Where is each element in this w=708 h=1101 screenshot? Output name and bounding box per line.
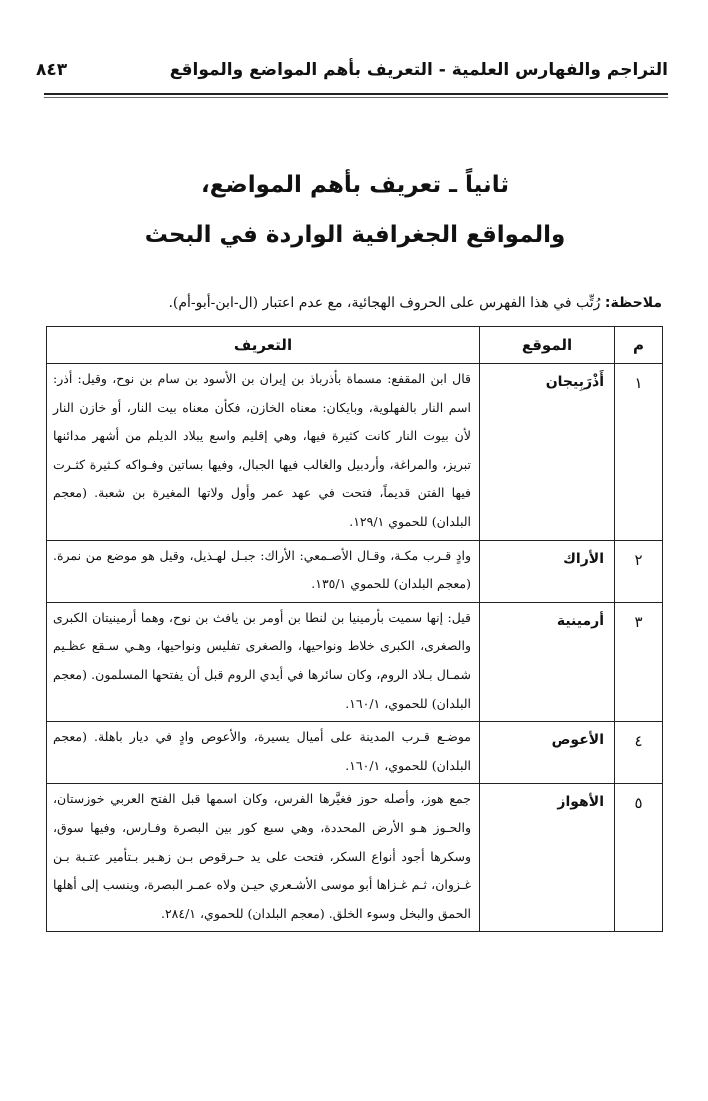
table-header-row xyxy=(47,327,663,364)
header-rule-thin xyxy=(44,97,668,98)
place-name: الأعوص xyxy=(480,722,615,784)
place-name: الأهواز xyxy=(480,784,615,932)
page-number: ٨٤٣ xyxy=(36,60,68,80)
running-title: التراجم والفهارس العلمية - التعريف بأهم المواضع والمواقع xyxy=(169,60,668,80)
header-definition: التعريف xyxy=(47,327,480,364)
header-rule xyxy=(44,93,668,95)
table-row xyxy=(47,364,663,541)
place-definition: قيل: إنها سميت بأرمينيا بن لنطا بن أومر بن يافث بن نوح، وهما أرمينيتان الكبرى والصغرى، الكبرى خلاط ونواحيها، والصغرى تفليس ونواحيها، وهـي سـقع عظـيم شمـال بـلاد الروم، وكان سائرها في أيدي الروم قبل أن يفتحها المسلمون. (معجم البلدان) للحموي، ١٦٠/١. xyxy=(47,602,480,721)
table-row xyxy=(47,540,663,602)
note-text: رُتِّب في هذا الفهرس على الحروف الهجائية، مع عدم اعتبار (ال-ابن-أبو-أم). xyxy=(168,295,601,311)
table-row xyxy=(47,602,663,721)
running-header xyxy=(36,60,668,90)
place-definition: موضـع قـرب المدينة على أميال يسيرة، والأعوص وادٍ في ديار باهلة. (معجم البلدان) للحموي، ١٦٠/١. xyxy=(47,722,480,784)
header-num: م xyxy=(615,327,663,364)
place-definition: وادٍ قـرب مكـة، وقـال الأصـمعي: الأراك: جبـل لهـذيل، وقيل هو موضع من نمرة. (معجم البلدان) للحموي ١٣٥/١. xyxy=(47,540,480,602)
places-table xyxy=(46,326,663,932)
row-number: ١ xyxy=(615,364,663,541)
place-definition: جمع هوز، وأصله حوز فغيَّرها الفرس، وكان اسمها قبل الفتح العربي خوزستان، والحـوز هـو الأرض المحددة، وهي سبع كور بين البصرة وفـارس، وفيها سوق، وسكرها أجود أنواع السكر، فتحت على يد حـرقوص بـن زهـير بـتأمير عتـبة بـن غـزوان، ثـم غـزاها أبو موسى الأشـعري حيـن ولاه عمـر البصرة، وينسب إلى أهلها الحمق والبخل وسوء الخلق. (معجم البلدان) للحموي، ٢٨٤/١. xyxy=(47,784,480,932)
table-row xyxy=(47,784,663,932)
row-number: ٣ xyxy=(615,602,663,721)
header-place: الموقع xyxy=(480,327,615,364)
note xyxy=(42,295,662,311)
place-name: أَذْرَبِيجان xyxy=(480,364,615,541)
row-number: ٢ xyxy=(615,540,663,602)
place-name: الأراك xyxy=(480,540,615,602)
section-heading-line2: والمواقع الجغرافية الواردة في البحث xyxy=(144,222,566,248)
place-definition: قال ابن المقفع: مسماة بأذرباذ بن إيران بن الأسود بن سام بن نوح، وقيل: أذر: اسم النار بالفهلوية، وبايكان: معناه الخازن، فكأن معناه بيت النار، أو خازن النار لأن بيوت النار كانت كثيرة فيها، وهي إقليم واسع يبلاد الديلم من أشهر مدائنها تبريز، والمراغة، وأردبيل والغالب فيها الجبال، وفيها بساتين وفـواكه كـثيرة كثـرت فيها الفتن قديماً، فتحت في عهد عمر وأول ولاتها المغيرة بن شعبة. (معجم البلدان) للحموي ١٢٩/١. xyxy=(47,364,480,541)
row-number: ٥ xyxy=(615,784,663,932)
note-label: ملاحظة: xyxy=(604,295,662,311)
section-heading-line1: ثانياً ـ تعريف بأهم المواضع، xyxy=(201,172,509,198)
table-row xyxy=(47,722,663,784)
row-number: ٤ xyxy=(615,722,663,784)
place-name: أرمينية xyxy=(480,602,615,721)
